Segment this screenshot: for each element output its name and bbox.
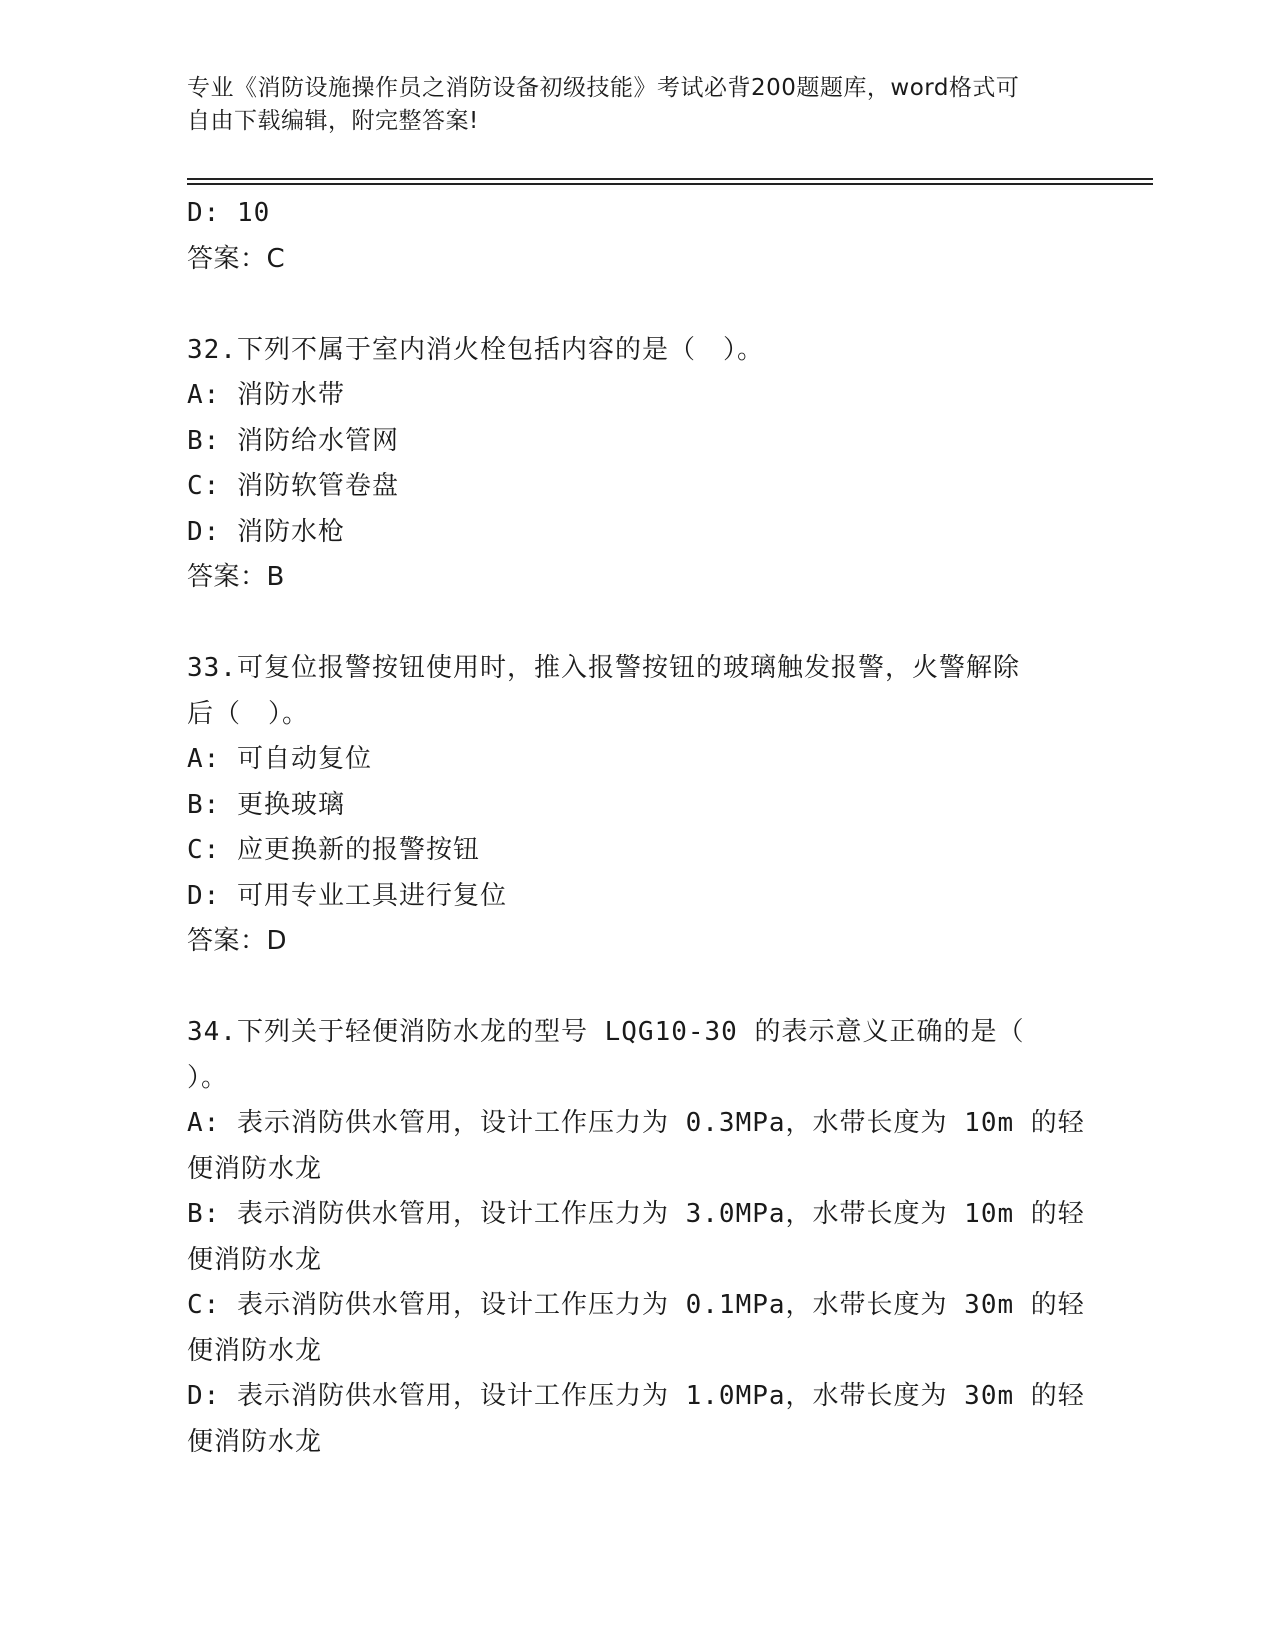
option-b: B: 更换玻璃 <box>187 789 345 820</box>
option-b: B: 消防给水管网 <box>187 425 399 456</box>
question-stem: 32.下列不属于室内消火栓包括内容的是（ ）。 <box>187 334 764 365</box>
option-a: A: 消防水带 <box>187 380 345 410</box>
question-34 <box>187 1010 1087 1465</box>
question-stem-line-1: 34.下列关于轻便消防水龙的型号 LQG10-30 的表示意义正确的是（ <box>187 1017 1025 1047</box>
option-c-line-1: C: 表示消防供水管用，设计工作压力为 0.1MPa，水带长度为 30m 的轻 <box>187 1290 1085 1320</box>
question-stem-line-1: 33.可复位报警按钮使用时，推入报警按钮的玻璃触发报警，火警解除 <box>187 653 1020 683</box>
option-a-line-1: A: 表示消防供水管用，设计工作压力为 0.3MPa，水带长度为 10m 的轻 <box>187 1108 1085 1138</box>
header-divider-bottom <box>187 183 1153 185</box>
header-divider-top <box>187 178 1153 180</box>
answer-line: 答案：D <box>187 926 288 956</box>
page-header <box>187 72 1077 138</box>
question-31-tail <box>187 191 1087 282</box>
answer-line: 答案：B <box>187 562 285 592</box>
option-a: A: 可自动复位 <box>187 744 372 774</box>
header-line-1: 专业《消防设施操作员之消防设备初级技能》考试必背200题题库，word格式可 <box>187 75 1020 101</box>
answer-line: 答案：C <box>187 243 286 274</box>
option-b-line-1: B: 表示消防供水管用，设计工作压力为 3.0MPa，水带长度为 10m 的轻 <box>187 1199 1085 1229</box>
option-a-line-2: 便消防水龙 <box>187 1153 323 1184</box>
option-c: C: 应更换新的报警按钮 <box>187 835 480 865</box>
question-33 <box>187 646 1087 965</box>
document-body <box>187 191 1087 1465</box>
question-32 <box>187 328 1087 601</box>
question-stem-line-2: ）。 <box>187 1062 229 1093</box>
option-c-line-2: 便消防水龙 <box>187 1335 323 1366</box>
option-d-line-2: 便消防水龙 <box>187 1426 323 1457</box>
option-d: D: 可用专业工具进行复位 <box>187 880 507 911</box>
option-d-line-1: D: 表示消防供水管用，设计工作压力为 1.0MPa，水带长度为 30m 的轻 <box>187 1381 1085 1411</box>
option-d: D: 10 <box>187 198 271 228</box>
question-stem-line-2: 后（ ）。 <box>187 698 310 729</box>
option-d: D: 消防水枪 <box>187 516 345 547</box>
option-c: C: 消防软管卷盘 <box>187 471 399 501</box>
option-b-line-2: 便消防水龙 <box>187 1244 323 1275</box>
header-line-2: 自由下载编辑，附完整答案! <box>187 108 479 134</box>
